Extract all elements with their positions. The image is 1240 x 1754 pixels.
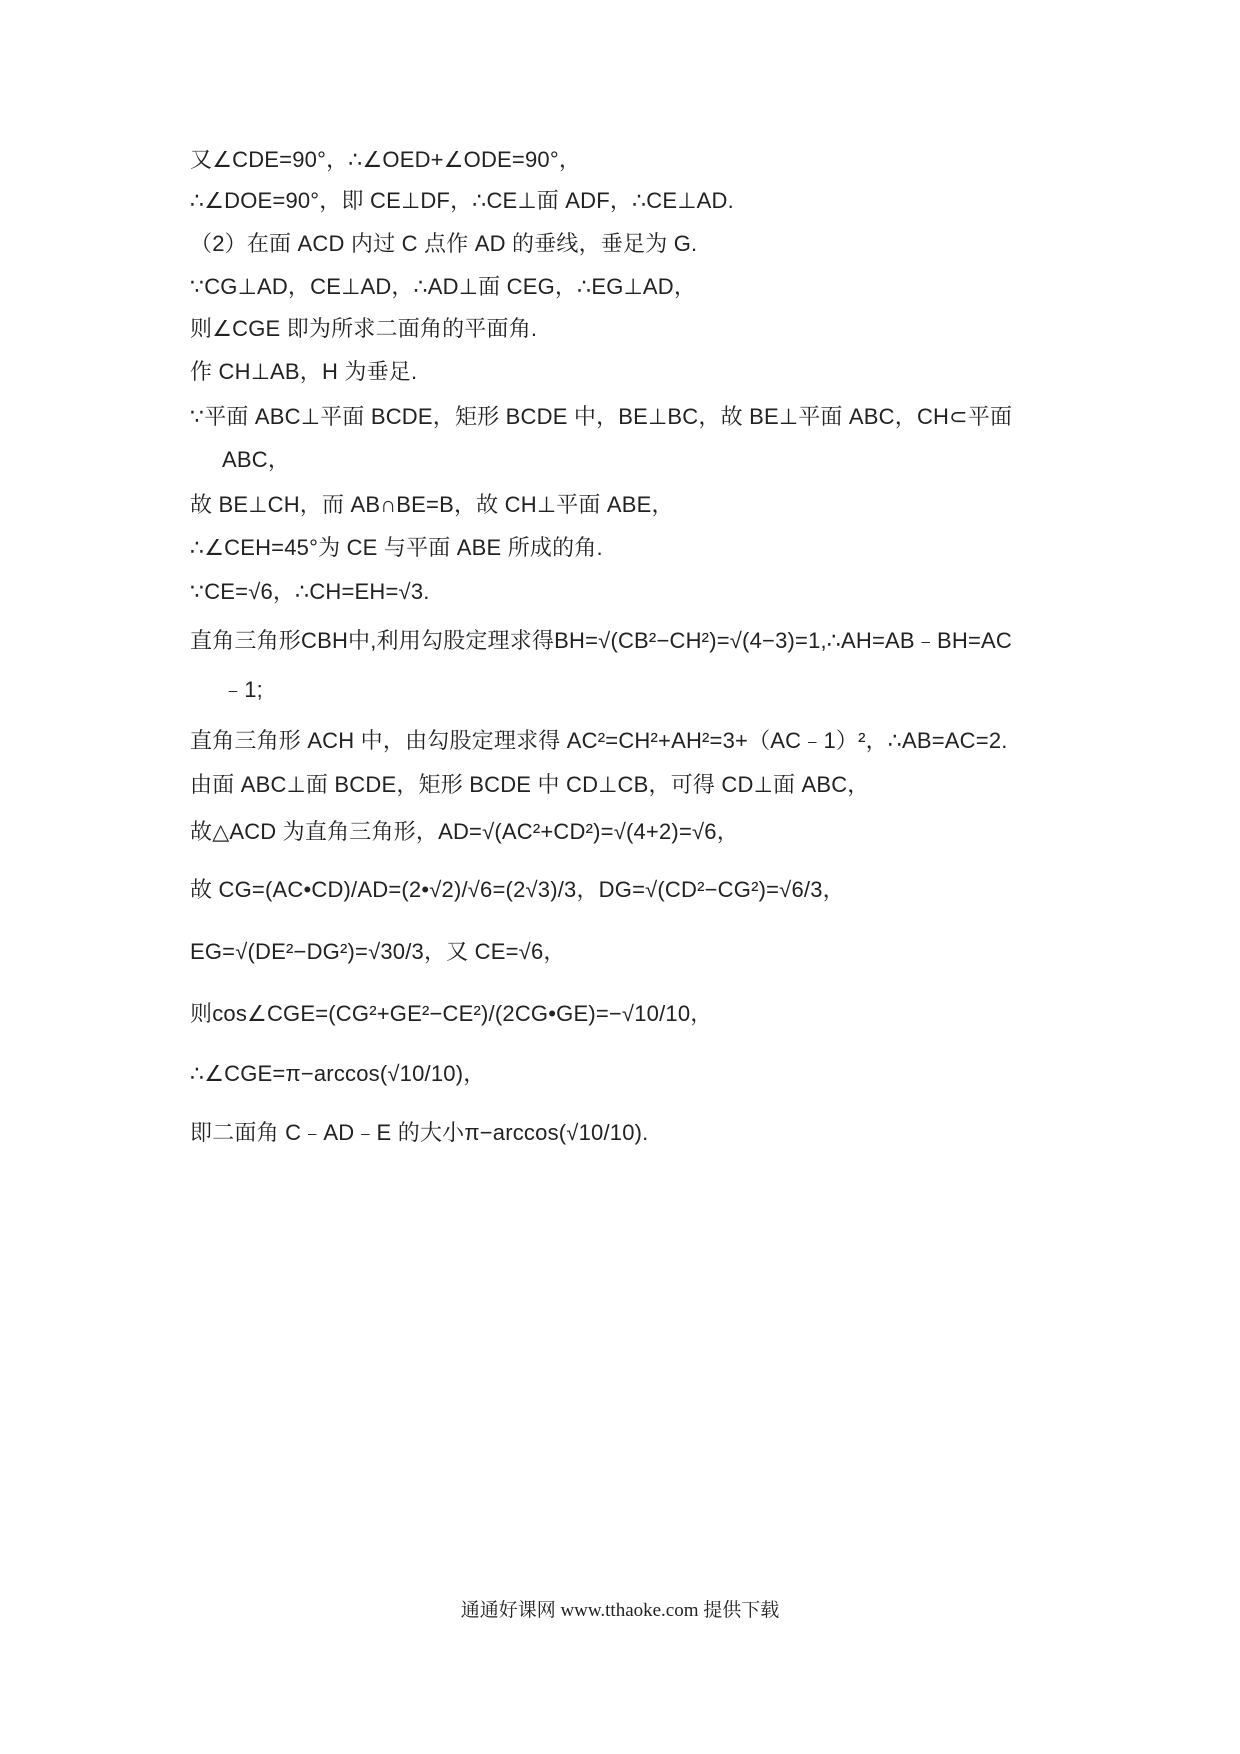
line-15: 由面 ABC⊥面 BCDE，矩形 BCDE 中 CD⊥CB，可得 CD⊥面 ABC， (190, 772, 870, 797)
line-21: 即二面角 C﹣AD﹣E 的大小π−arccos(√10/10). (190, 1120, 649, 1145)
line-4: ∵CG⊥AD，CE⊥AD，∴AD⊥面 CEG，∴EG⊥AD， (190, 274, 697, 299)
line-10: ∴∠CEH=45°为 CE 与平面 ABE 所成的角. (190, 535, 603, 560)
line-18: EG=√(DE²−DG²)=√30/3，又 CE=√6， (190, 939, 566, 964)
line-13: ﹣1; (222, 677, 263, 702)
line-19: 则cos∠CGE=(CG²+GE²−CE²)/(2CG•GE)=−√10/10， (190, 1001, 713, 1026)
line-3: （2）在面 ACD 内过 C 点作 AD 的垂线，垂足为 G. (190, 231, 698, 256)
line-6: 作 CH⊥AB，H 为垂足. (190, 359, 418, 384)
line-5: 则∠CGE 即为所求二面角的平面角. (190, 316, 538, 341)
line-2: ∴∠DOE=90°，即 CE⊥DF，∴CE⊥面 ADF，∴CE⊥AD. (190, 188, 734, 213)
line-14: 直角三角形 ACH 中，由勾股定理求得 AC²=CH²+AH²=3+（AC﹣1）²，∴AB=AC=2. (190, 728, 1008, 753)
page-footer: 通通好课网 www.tthaoke.com 提供下载 (460, 1600, 780, 1621)
line-11: ∵CE=√6，∴CH=EH=√3. (190, 579, 430, 604)
line-8: ABC， (222, 447, 291, 472)
line-16: 故△ACD 为直角三角形，AD=√(AC²+CD²)=√(4+2)=√6， (190, 819, 739, 844)
line-12: 直角三角形CBH中,利用勾股定理求得BH=√(CB²−CH²)=√(4−3)=1,∴AH=AB﹣BH=AC (190, 628, 1012, 653)
line-1: 又∠CDE=90°，∴∠OED+∠ODE=90°， (190, 147, 582, 172)
line-17: 故 CG=(AC•CD)/AD=(2•√2)/√6=(2√3)/3，DG=√(CD²−CG²)=√6/3， (190, 877, 845, 902)
line-20: ∴∠CGE=π−arccos(√10/10)， (190, 1061, 486, 1086)
line-9: 故 BE⊥CH，而 AB∩BE=B，故 CH⊥平面 ABE， (190, 492, 674, 517)
line-7: ∵平面 ABC⊥平面 BCDE，矩形 BCDE 中，BE⊥BC，故 BE⊥平面 ABC，CH⊂平面 (190, 404, 1013, 429)
